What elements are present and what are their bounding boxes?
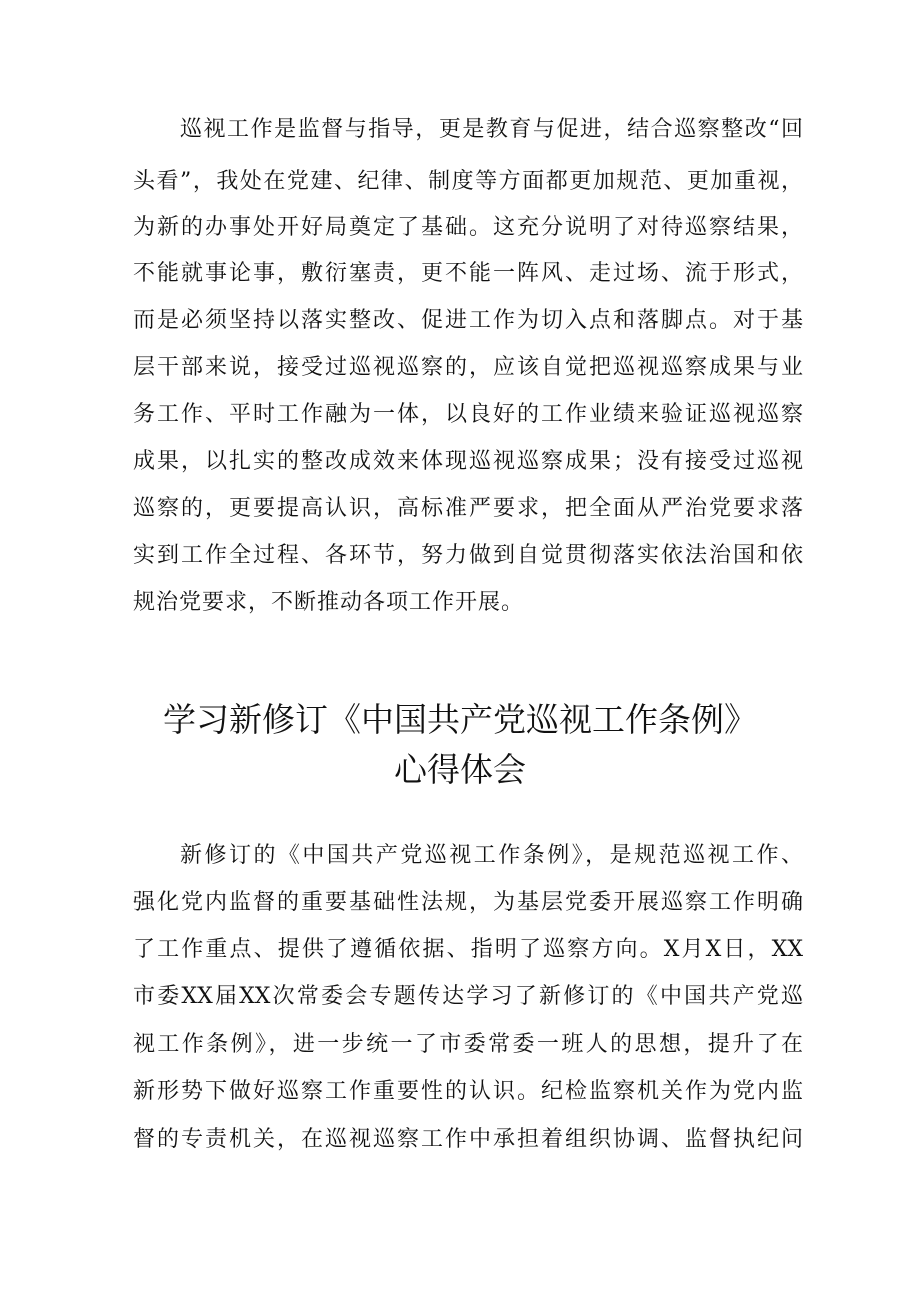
- paragraph-2-line-2: 强化党内监督的重要基础性法规，为基层党委开展巡察工作明确: [133, 890, 803, 915]
- article-title-line-1: 学习新修订《中国共产党巡视工作条例》: [163, 700, 757, 739]
- paragraph-1-line-6: 层干部来说，接受过巡视巡察的，应该自觉把巡视巡察成果与业: [133, 355, 803, 380]
- paragraph-1-line-7: 务工作、平时工作融为一体，以良好的工作业绩来验证巡视巡察: [133, 402, 803, 427]
- paragraph-1-line-3: 为新的办事处开好局奠定了基础。这充分说明了对待巡察结果，: [133, 215, 803, 240]
- paragraph-1-line-1: 巡视工作是监督与指导，更是教育与促进，结合巡察整改“回: [180, 117, 803, 142]
- paragraph-1-line-9: 巡察的，更要提高认识，高标准严要求，把全面从严治党要求落: [133, 496, 803, 521]
- paragraph-1-line-2: 头看”，我处在党建、纪律、制度等方面都更加规范、更加重视，: [133, 169, 803, 194]
- paragraph-1-line-10: 实到工作全过程、各环节，努力做到自觉贯彻落实依法治国和依: [133, 543, 803, 568]
- paragraph-2-line-3: 了工作重点、提供了遵循依据、指明了巡察方向。X月X日，XX: [133, 937, 803, 962]
- paragraph-2-line-4: 市委XX届XX次常委会专题传达学习了新修订的《中国共产党巡: [133, 984, 803, 1009]
- paragraph-2-line-5: 视工作条例》，进一步统一了市委常委一班人的思想，提升了在: [133, 1032, 803, 1057]
- paragraph-2-line-1: 新修订的《中国共产党巡视工作条例》，是规范巡视工作、: [180, 843, 803, 868]
- paragraph-1-line-4: 不能就事论事，敷衍塞责，更不能一阵风、走过场、流于形式，: [133, 261, 803, 286]
- paragraph-2-line-6: 新形势下做好巡察工作重要性的认识。纪检监察机关作为党内监: [133, 1079, 803, 1104]
- paragraph-2-line-7: 督的专责机关，在巡视巡察工作中承担着组织协调、监督执纪问: [133, 1127, 803, 1152]
- paragraph-1-line-5: 而是必须坚持以落实整改、促进工作为切入点和落脚点。对于基: [133, 308, 803, 333]
- article-title-line-2: 心得体会: [394, 750, 526, 789]
- paragraph-1-line-8: 成果，以扎实的整改成效来体现巡视巡察成果；没有接受过巡视: [133, 449, 803, 474]
- paragraph-1-line-11: 规治党要求，不断推动各项工作开展。: [133, 590, 525, 615]
